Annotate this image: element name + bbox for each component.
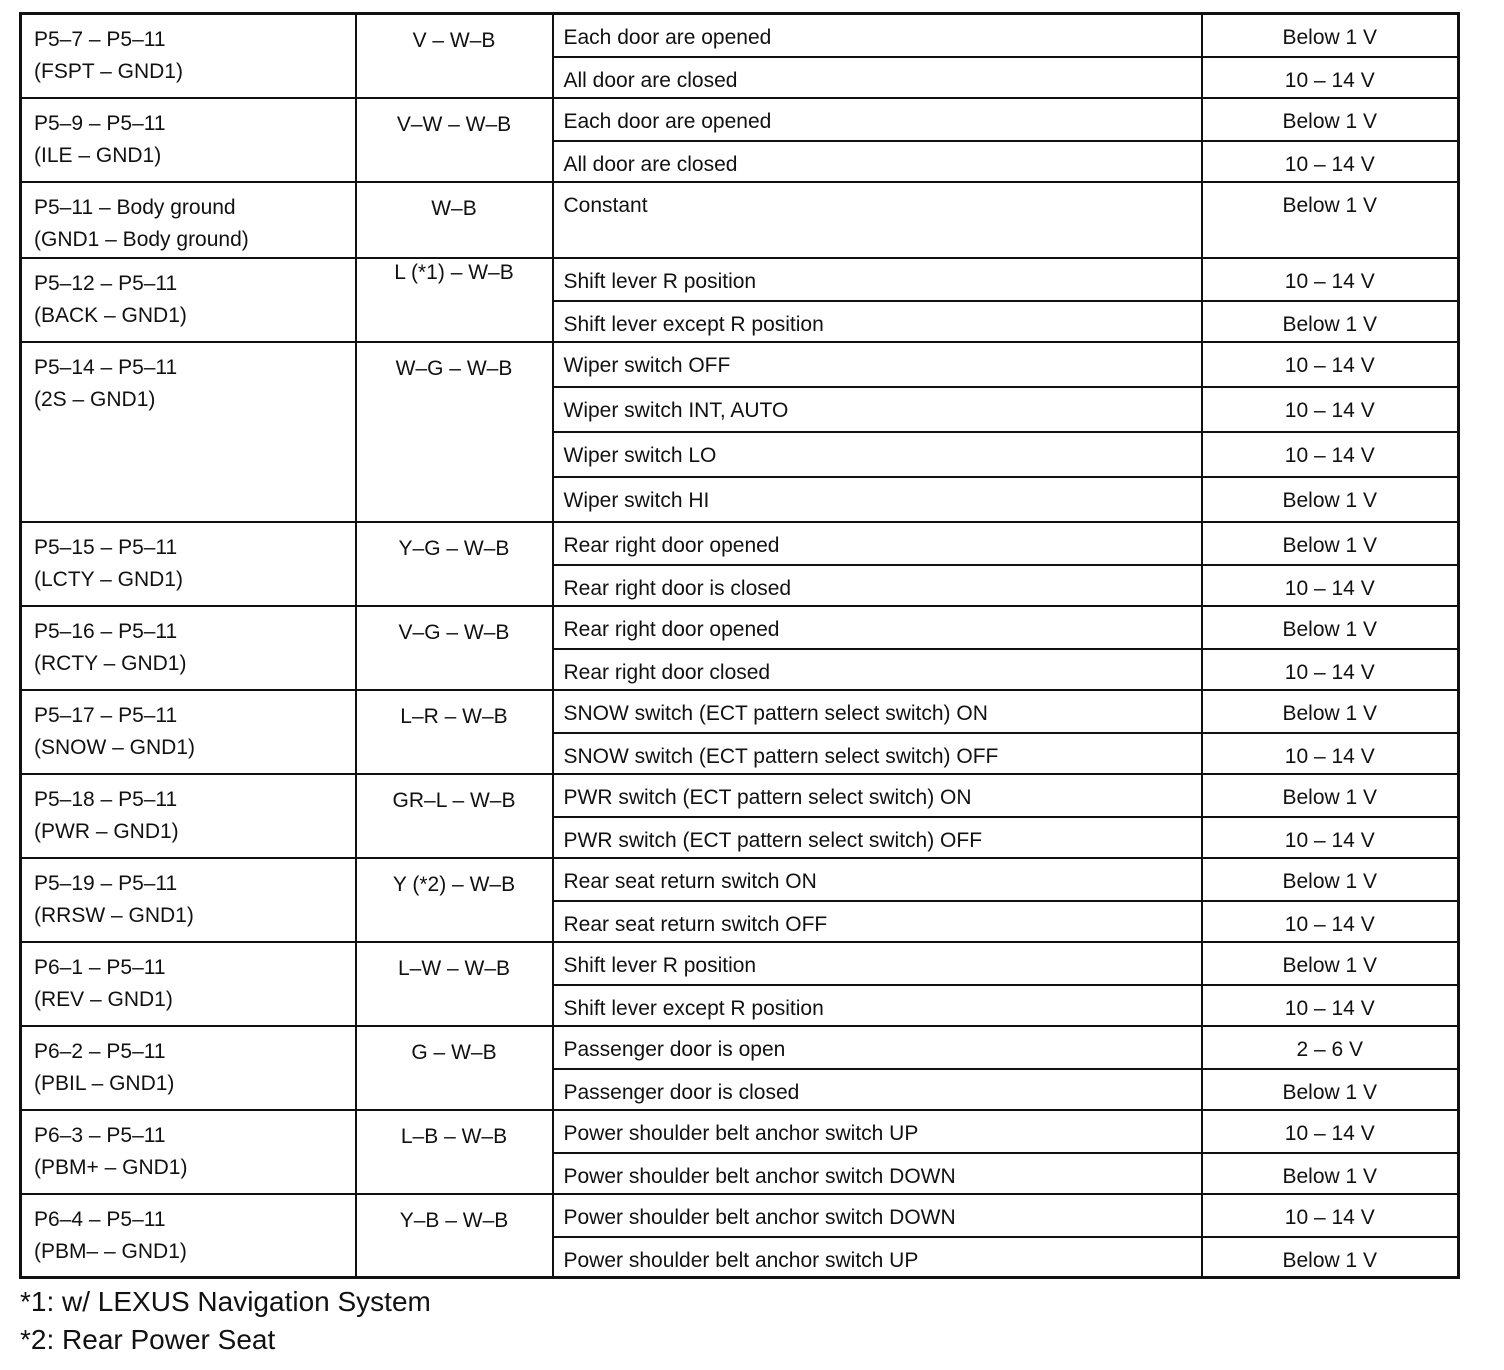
condition-cell: Wiper switch INT, AUTO: [553, 387, 1202, 432]
table-row: [21, 522, 1459, 565]
terminal-symbols: (BACK – GND1): [34, 303, 187, 327]
terminal-symbols: (PBM– – GND1): [34, 1239, 187, 1263]
terminal-symbols: (REV – GND1): [34, 987, 173, 1011]
specified-condition-cell: Below 1 V: [1202, 774, 1459, 817]
condition-cell: Shift lever except R position: [553, 985, 1202, 1026]
specified-condition-cell: Below 1 V: [1202, 182, 1459, 258]
specified-condition-cell: Below 1 V: [1202, 942, 1459, 985]
terminal-pins: P5–12 – P5–11: [34, 271, 178, 295]
terminal-pins: P5–15 – P5–11: [34, 535, 178, 559]
specified-condition-cell: 10 – 14 V: [1202, 342, 1459, 387]
footnote: *2: Rear Power Seat: [20, 1324, 276, 1355]
specified-condition-cell: 10 – 14 V: [1202, 817, 1459, 858]
condition-cell: Rear seat return switch OFF: [553, 901, 1202, 942]
terminal-cell: [21, 690, 356, 774]
specified-condition-cell: Below 1 V: [1202, 14, 1459, 57]
terminal-cell: [21, 522, 356, 606]
terminal-pins: P5–19 – P5–11: [34, 871, 178, 895]
wiring-color-cell: L–B – W–B: [356, 1110, 553, 1194]
condition-cell: Constant: [553, 182, 1202, 258]
condition-cell: PWR switch (ECT pattern select switch) OFF: [553, 817, 1202, 858]
terminal-pins: P6–2 – P5–11: [34, 1039, 166, 1063]
terminal-pins: P6–3 – P5–11: [34, 1123, 166, 1147]
condition-cell: SNOW switch (ECT pattern select switch) OFF: [553, 733, 1202, 774]
specified-condition-cell: Below 1 V: [1202, 1153, 1459, 1194]
specified-condition-cell: 10 – 14 V: [1202, 258, 1459, 301]
wiring-color-cell: G – W–B: [356, 1026, 553, 1110]
condition-cell: Shift lever except R position: [553, 301, 1202, 342]
wiring-color-cell: GR–L – W–B: [356, 774, 553, 858]
terminal-pins: P5–11 – Body ground: [34, 195, 236, 219]
terminal-symbols: (FSPT – GND1): [34, 60, 183, 84]
specified-condition-cell: 10 – 14 V: [1202, 387, 1459, 432]
terminal-pins: P5–18 – P5–11: [34, 787, 178, 811]
table-row: [21, 690, 1459, 733]
specified-condition-cell: Below 1 V: [1202, 522, 1459, 565]
condition-cell: Each door are opened: [553, 98, 1202, 141]
terminal-symbols: (LCTY – GND1): [34, 567, 183, 591]
wiring-color-cell: L (*1) – W–B: [356, 258, 553, 342]
wiring-color-cell: Y (*2) – W–B: [356, 858, 553, 942]
terminal-pins: P5–9 – P5–11: [34, 111, 166, 135]
table-row: [21, 14, 1459, 57]
condition-cell: Shift lever R position: [553, 258, 1202, 301]
specified-condition-cell: 10 – 14 V: [1202, 985, 1459, 1026]
terminal-symbols: (PBIL – GND1): [34, 1071, 175, 1095]
condition-cell: All door are closed: [553, 57, 1202, 98]
condition-cell: Wiper switch OFF: [553, 342, 1202, 387]
specified-condition-cell: Below 1 V: [1202, 301, 1459, 342]
terminal-symbols: (RRSW – GND1): [34, 903, 194, 927]
condition-cell: Rear right door opened: [553, 522, 1202, 565]
condition-cell: Rear right door is closed: [553, 565, 1202, 606]
condition-cell: Rear right door closed: [553, 649, 1202, 690]
terminal-cell: [21, 606, 356, 690]
wiring-color-cell: W–B: [356, 182, 553, 258]
terminal-symbols: (RCTY – GND1): [34, 651, 187, 675]
terminal-cell: [21, 14, 356, 98]
terminal-cell: [21, 858, 356, 942]
terminal-symbols: (PWR – GND1): [34, 819, 179, 843]
specified-condition-cell: Below 1 V: [1202, 690, 1459, 733]
table-row: [21, 858, 1459, 901]
specified-condition-cell: 10 – 14 V: [1202, 649, 1459, 690]
voltage-spec-table-body: [21, 14, 1459, 1278]
specified-condition-cell: Below 1 V: [1202, 477, 1459, 522]
condition-cell: Power shoulder belt anchor switch UP: [553, 1110, 1202, 1153]
wiring-color-cell: Y–B – W–B: [356, 1194, 553, 1278]
condition-cell: All door are closed: [553, 141, 1202, 182]
condition-cell: Each door are opened: [553, 14, 1202, 57]
condition-cell: Passenger door is open: [553, 1026, 1202, 1069]
terminal-symbols: (ILE – GND1): [34, 143, 162, 167]
specified-condition-cell: 10 – 14 V: [1202, 733, 1459, 774]
table-row: [21, 98, 1459, 141]
table-row: [21, 1110, 1459, 1153]
specified-condition-cell: 10 – 14 V: [1202, 565, 1459, 606]
wiring-color-cell: L–R – W–B: [356, 690, 553, 774]
condition-cell: Wiper switch HI: [553, 477, 1202, 522]
terminal-cell: [21, 98, 356, 182]
specified-condition-cell: 2 – 6 V: [1202, 1026, 1459, 1069]
condition-cell: Wiper switch LO: [553, 432, 1202, 477]
condition-cell: Rear seat return switch ON: [553, 858, 1202, 901]
wiring-color-cell: V–W – W–B: [356, 98, 553, 182]
specified-condition-cell: 10 – 14 V: [1202, 1194, 1459, 1237]
terminal-cell: [21, 1110, 356, 1194]
terminal-cell: [21, 942, 356, 1026]
terminal-symbols: (SNOW – GND1): [34, 735, 196, 759]
terminal-pins: P5–16 – P5–11: [34, 619, 178, 643]
condition-cell: Power shoulder belt anchor switch DOWN: [553, 1194, 1202, 1237]
wiring-color-cell: Y–G – W–B: [356, 522, 553, 606]
specified-condition-cell: 10 – 14 V: [1202, 1110, 1459, 1153]
condition-cell: Power shoulder belt anchor switch UP: [553, 1237, 1202, 1278]
specified-condition-cell: Below 1 V: [1202, 606, 1459, 649]
terminal-symbols: (GND1 – Body ground): [34, 227, 249, 251]
condition-cell: Power shoulder belt anchor switch DOWN: [553, 1153, 1202, 1194]
terminal-cell: [21, 774, 356, 858]
terminal-pins: P5–7 – P5–11: [34, 28, 166, 51]
specified-condition-cell: 10 – 14 V: [1202, 57, 1459, 98]
terminal-symbols: (PBM+ – GND1): [34, 1155, 188, 1179]
terminal-cell: [21, 342, 356, 522]
table-row: [21, 774, 1459, 817]
table-row: [21, 942, 1459, 985]
terminal-pins: P5–14 – P5–11: [34, 355, 178, 379]
table-row: [21, 606, 1459, 649]
specified-condition-cell: 10 – 14 V: [1202, 141, 1459, 182]
specified-condition-cell: Below 1 V: [1202, 1069, 1459, 1110]
wiring-color-cell: W–G – W–B: [356, 342, 553, 522]
specified-condition-cell: Below 1 V: [1202, 858, 1459, 901]
voltage-spec-table-container: [19, 12, 1460, 1279]
voltage-spec-table: [19, 12, 1460, 1279]
footnotes: [20, 1283, 431, 1359]
terminal-pins: P6–4 – P5–11: [34, 1207, 166, 1231]
table-row: [21, 258, 1459, 301]
specified-condition-cell: 10 – 14 V: [1202, 432, 1459, 477]
terminal-cell: [21, 258, 356, 342]
condition-cell: Shift lever R position: [553, 942, 1202, 985]
condition-cell: Rear right door opened: [553, 606, 1202, 649]
specified-condition-cell: 10 – 14 V: [1202, 901, 1459, 942]
specified-condition-cell: Below 1 V: [1202, 98, 1459, 141]
condition-cell: Passenger door is closed: [553, 1069, 1202, 1110]
condition-cell: SNOW switch (ECT pattern select switch) ON: [553, 690, 1202, 733]
table-row: [21, 182, 1459, 258]
terminal-pins: P5–17 – P5–11: [34, 703, 178, 727]
table-row: [21, 342, 1459, 387]
terminal-symbols: (2S – GND1): [34, 387, 156, 411]
wiring-color-cell: V–G – W–B: [356, 606, 553, 690]
wiring-color-cell: V – W–B: [356, 14, 553, 98]
specified-condition-cell: Below 1 V: [1202, 1237, 1459, 1278]
table-row: [21, 1194, 1459, 1237]
terminal-cell: [21, 1194, 356, 1278]
terminal-pins: P6–1 – P5–11: [34, 955, 166, 979]
condition-cell: PWR switch (ECT pattern select switch) ON: [553, 774, 1202, 817]
wiring-color-cell: L–W – W–B: [356, 942, 553, 1026]
table-row: [21, 1026, 1459, 1069]
footnote: *1: w/ LEXUS Navigation System: [20, 1286, 431, 1317]
terminal-cell: [21, 1026, 356, 1110]
terminal-cell: [21, 182, 356, 258]
